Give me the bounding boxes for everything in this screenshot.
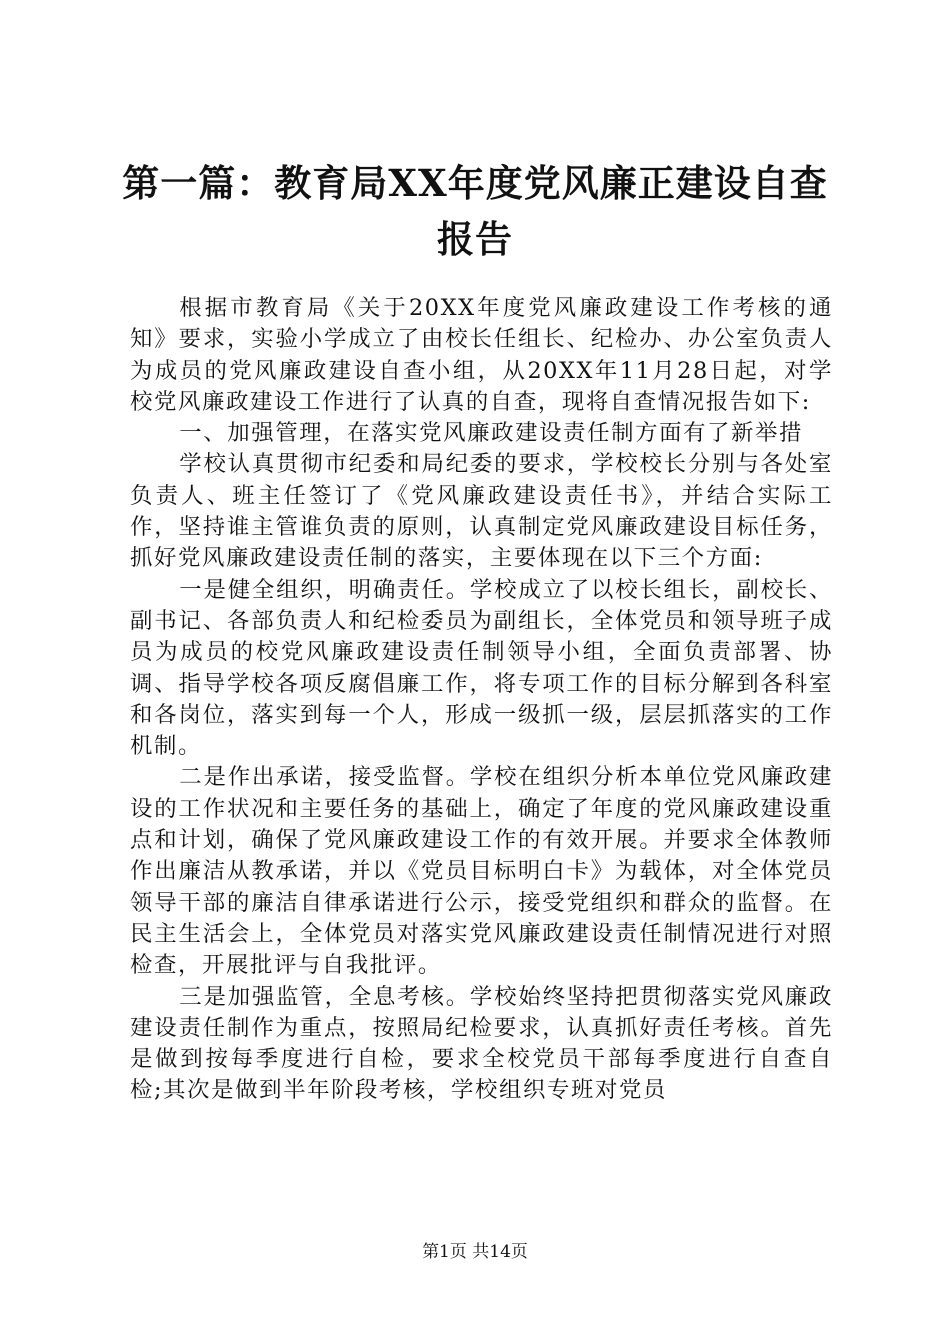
document-title: 第一篇：教育局XX年度党风廉正建设自查报告 (122, 161, 828, 261)
paragraph: 一是健全组织，明确责任。学校成立了以校长组长，副校长、副书记、各部负责人和纪检委员为副组长，全体党员和领导班子成员为成员的校党风廉政建设责任制领导小组，全面负责部署、协调、指导学校各项反腐倡廉工作，将专项工作的目标分解到各科室和各岗位，落实到每一个人，形成一级抓一级，层层抓落实的工作机制。 (130, 576, 833, 760)
paragraph: 学校认真贯彻市纪委和局纪委的要求，学校校长分别与各处室负责人、班主任签订了《党风廉政建设责任书》，并结合实际工作，坚持谁主管谁负责的原则，认真制定党风廉政建设目标任务，抓好党风廉政建设责任制的落实，主要体现在以下三个方面: (130, 451, 833, 572)
document-body (130, 293, 833, 1107)
paragraph: 根据市教育局《关于20XX年度党风廉政建设工作考核的通知》要求，实验小学成立了由校长任组长、纪检办、办公室负责人为成员的党风廉政建设自查小组，从20XX年11月28日起，对学校党风廉政建设工作进行了认真的自查，现将自查情况报告如下: (130, 295, 833, 415)
page-footer: 第1页 共14页 (422, 1242, 528, 1262)
paragraph: 三是加强监管，全息考核。学校始终坚持把贯彻落实党风廉政建设责任制作为重点，按照局纪检要求，认真抓好责任考核。首先是做到按每季度进行自检，要求全校党员干部每季度进行自查自检;其次是做到半年阶段考核，学校组织专班对党员 (130, 983, 833, 1104)
paragraph: 二是作出承诺，接受监督。学校在组织分析本单位党风廉政建设的工作状况和主要任务的基础上，确定了年度的党风廉政建设重点和计划，确保了党风廉政建设工作的有效开展。并要求全体教师作出廉洁从教承诺，并以《党员目标明白卡》为载体，对全体党员领导干部的廉洁自律承诺进行公示，接受党组织和群众的监督。在民主生活会上，全体党员对落实党风廉政建设责任制情况进行对照检查，开展批评与自我批评。 (130, 764, 833, 979)
section-heading: 一、加强管理，在落实党风廉政建设责任制方面有了新举措 (179, 420, 804, 447)
